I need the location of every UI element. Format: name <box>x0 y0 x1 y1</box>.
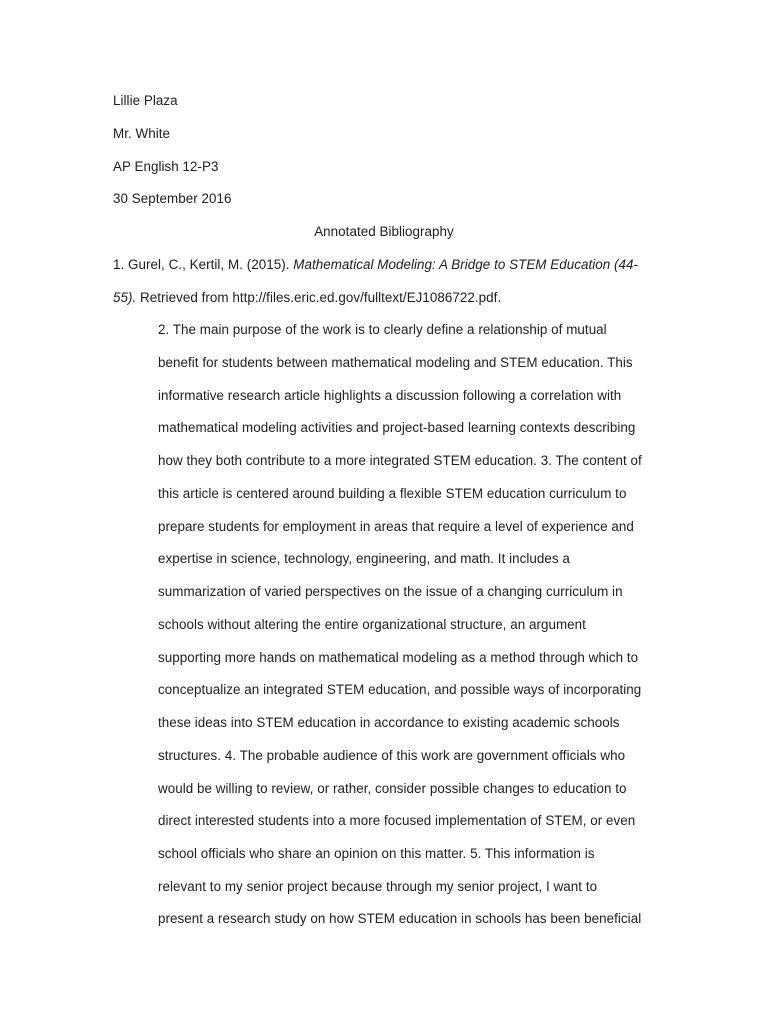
citation-line-1 <box>113 257 638 273</box>
annotation-line: prepare students for employment in areas that require a level of experience and <box>158 519 634 534</box>
annotation-line: relevant to my senior project because through my senior project, I want to <box>158 879 598 894</box>
annotation-line: summarization of varied perspectives on the issue of a changing curriculum in <box>158 584 623 599</box>
annotation-line: school officials who share an opinion on this matter. 5. This information is <box>158 846 595 861</box>
citation-authors: 1. Gurel, C., Kertil, M. (2015). <box>113 257 294 272</box>
annotation-line: present a research study on how STEM education in schools has been beneficial <box>158 911 642 926</box>
annotation-line: supporting more hands on mathematical modeling as a method through which to <box>158 650 639 665</box>
citation-line-2 <box>113 290 501 306</box>
annotation-line: conceptualize an integrated STEM education, and possible ways of incorporating <box>158 682 642 697</box>
document-title: Annotated Bibliography <box>314 224 454 239</box>
annotation-line: benefit for students between mathematical modeling and STEM education. This <box>158 355 633 370</box>
annotation-line: how they both contribute to a more integrated STEM education. 3. The content of <box>158 453 642 468</box>
annotation-line: mathematical modeling activities and project-based learning contexts describing <box>158 420 636 435</box>
citation-pages: 55). <box>113 290 137 305</box>
annotation-line: this article is centered around building a flexible STEM education curriculum to <box>158 486 627 501</box>
citation-title: Mathematical Modeling: A Bridge to STEM Education (44- <box>293 257 639 272</box>
course-name: AP English 12-P3 <box>113 159 219 174</box>
teacher-name: Mr. White <box>113 126 170 141</box>
annotation-line: would be willing to review, or rather, consider possible changes to education to <box>158 781 627 796</box>
document-date: 30 September 2016 <box>113 191 232 206</box>
student-name: Lillie Plaza <box>113 93 178 108</box>
annotation-line: informative research article highlights a discussion following a correlation with <box>158 388 622 403</box>
citation-source: Retrieved from http://files.eric.ed.gov/fulltext/EJ1086722.pdf. <box>136 290 502 305</box>
annotation-line: 2. The main purpose of the work is to clearly define a relationship of mutual <box>158 322 607 337</box>
annotation-line: expertise in science, technology, engineering, and math. It includes a <box>158 551 570 566</box>
annotation-line: schools without altering the entire organizational structure, an argument <box>158 617 586 632</box>
annotation-line: these ideas into STEM education in accordance to existing academic schools <box>158 715 620 730</box>
annotation-line: structures. 4. The probable audience of this work are government officials who <box>158 748 626 763</box>
annotation-line: direct interested students into a more focused implementation of STEM, or even <box>158 813 636 828</box>
